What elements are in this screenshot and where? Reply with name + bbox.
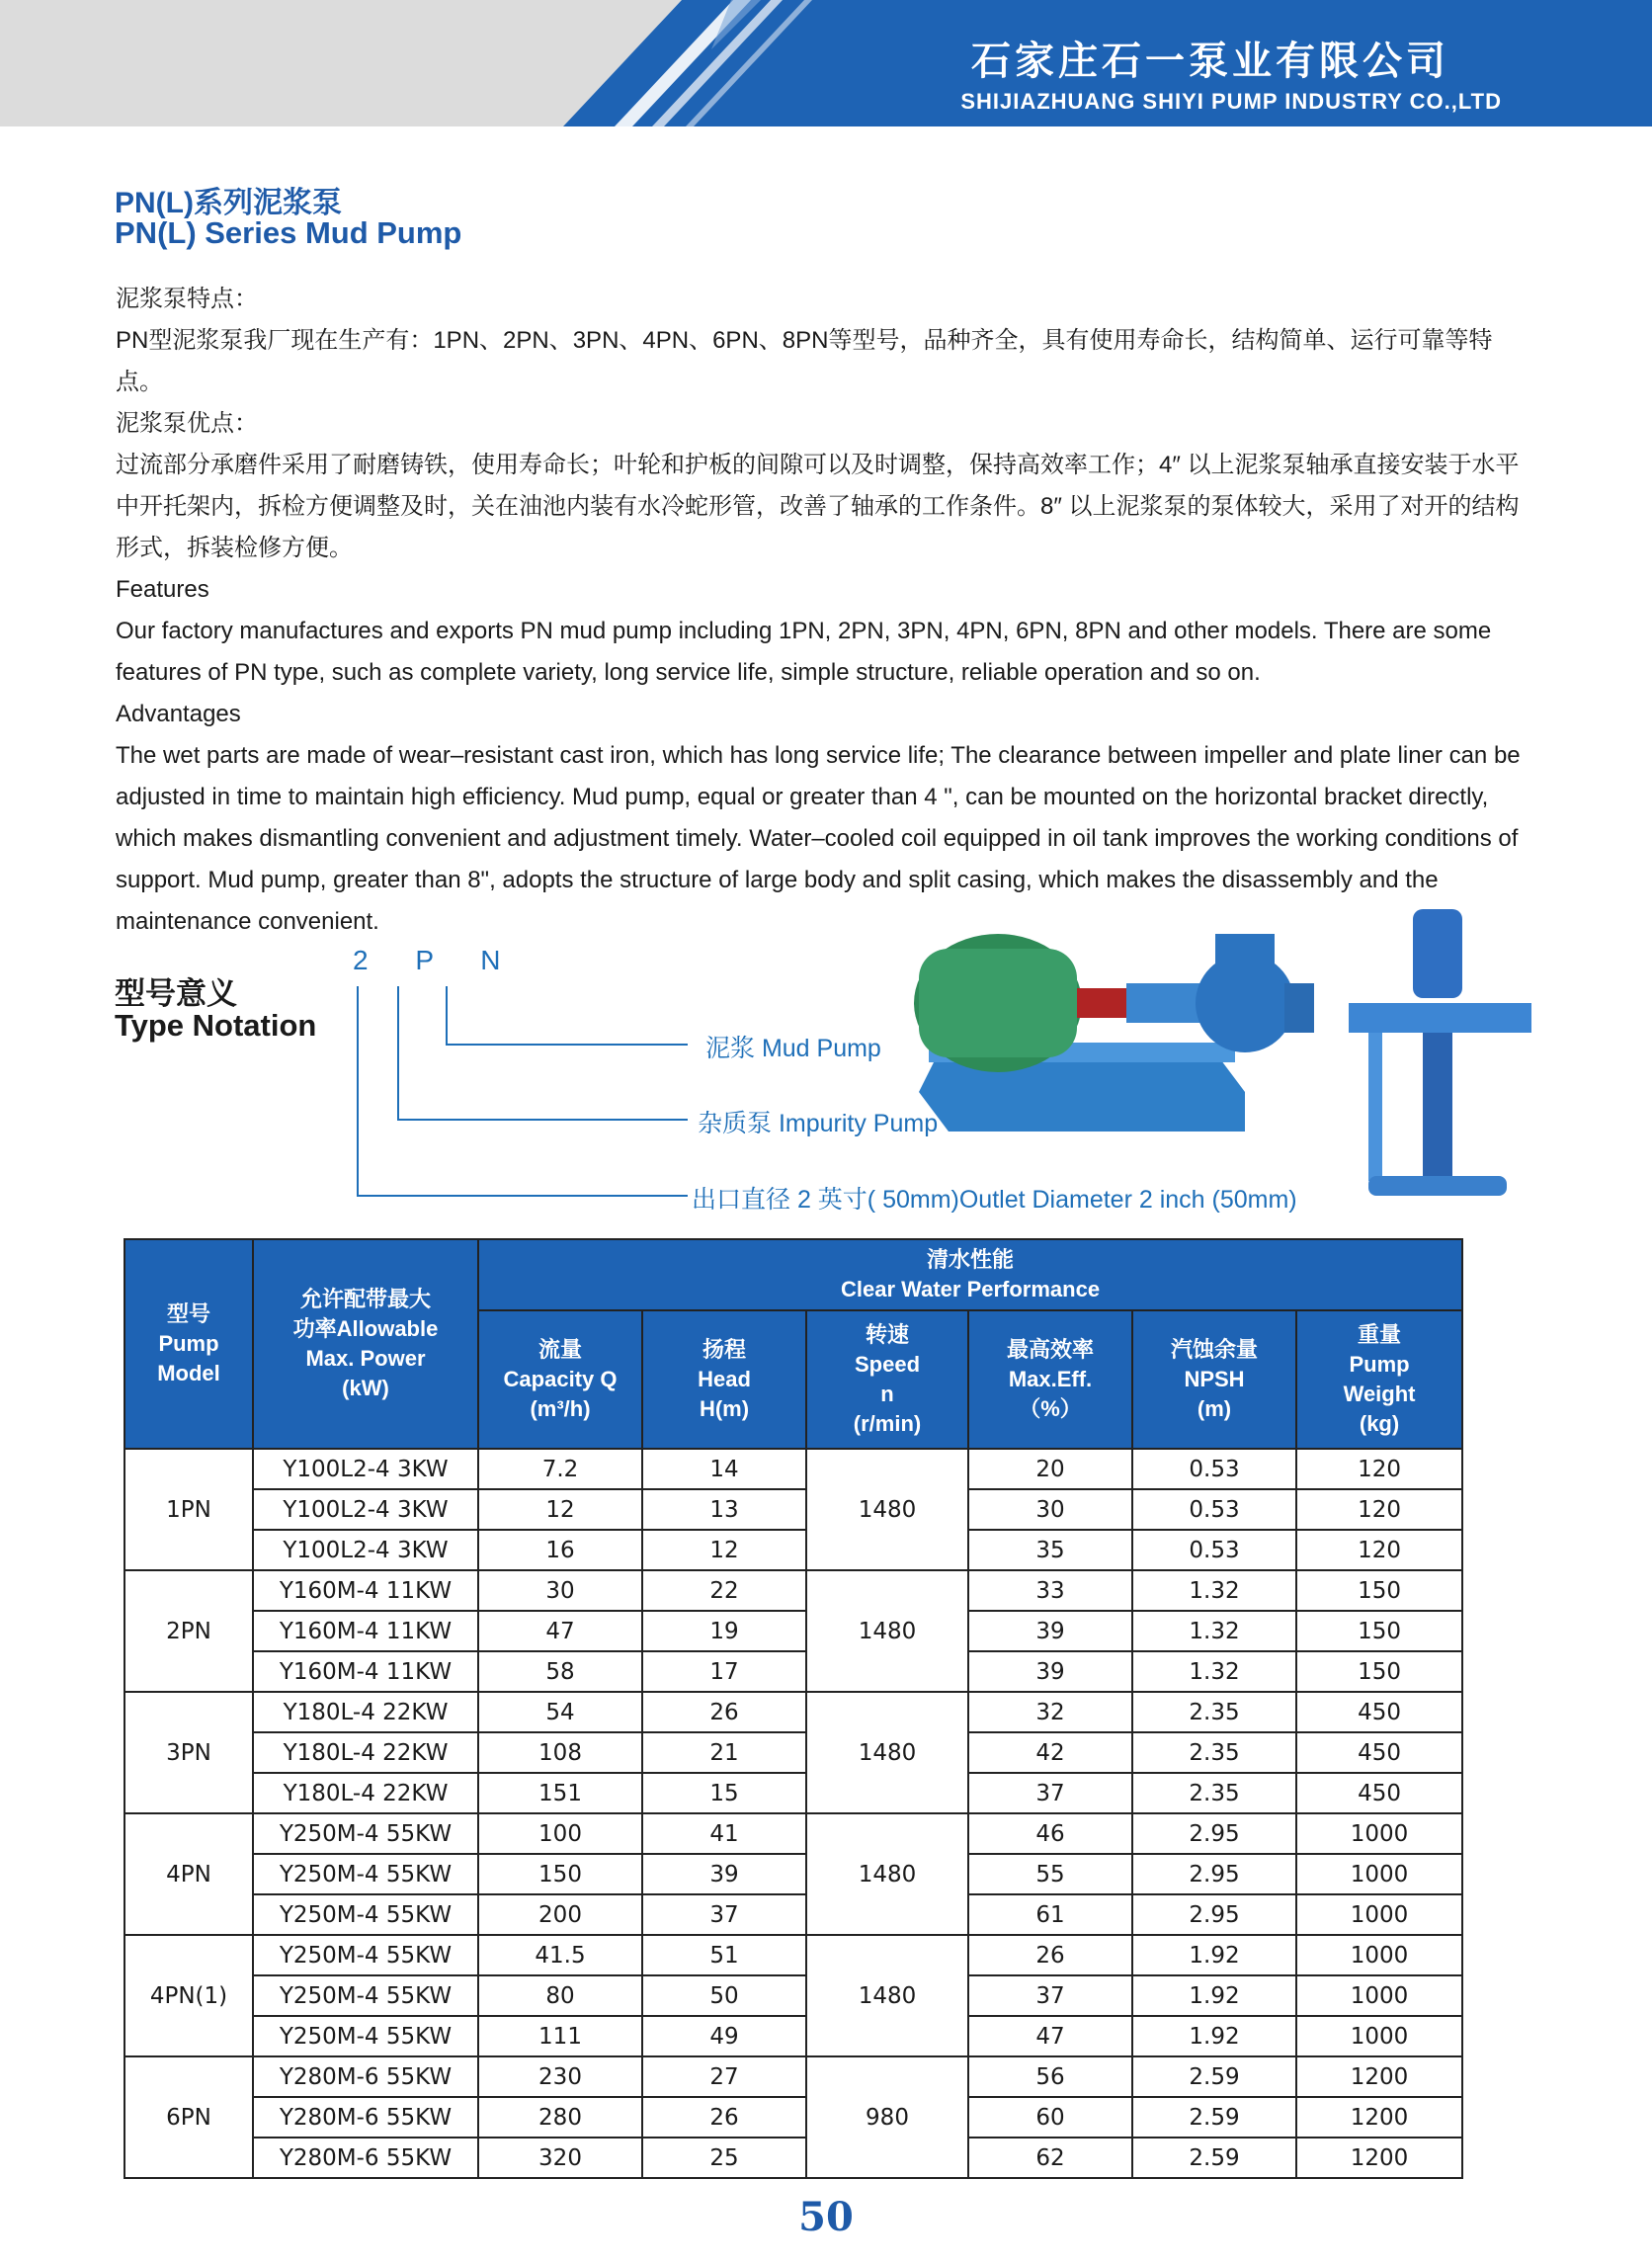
table-row <box>124 2056 1462 2097</box>
cell-capacity: 30 <box>478 1570 642 1611</box>
cell-efficiency: 47 <box>968 2016 1132 2056</box>
cell-speed: 1480 <box>806 1570 968 1692</box>
company-name-cn: 石家庄石一泵业有限公司 <box>971 38 1449 84</box>
notation-label-mud-pump: 泥浆 Mud Pump <box>705 1035 881 1062</box>
type-notation-title-en: Type Notation <box>115 1008 317 1043</box>
cell-weight: 1000 <box>1296 1975 1462 2016</box>
cell-weight: 150 <box>1296 1570 1462 1611</box>
cell-weight: 450 <box>1296 1773 1462 1813</box>
cell-capacity: 200 <box>478 1894 642 1935</box>
type-notation-code: 2 P N <box>353 945 521 975</box>
cell-efficiency: 39 <box>968 1611 1132 1651</box>
table-row <box>124 1975 1462 2016</box>
cell-power: Y100L2-4 3KW <box>253 1489 478 1530</box>
cell-weight: 120 <box>1296 1530 1462 1570</box>
table-row <box>124 2138 1462 2178</box>
table-row <box>124 1611 1462 1651</box>
table-row <box>124 1449 1462 1489</box>
cell-power: Y180L-4 22KW <box>253 1692 478 1732</box>
cell-head: 49 <box>642 2016 806 2056</box>
cell-capacity: 54 <box>478 1692 642 1732</box>
cell-npsh: 1.32 <box>1132 1570 1296 1611</box>
advantages-heading-cn: 泥浆泵优点： <box>116 410 258 437</box>
cell-weight: 120 <box>1296 1489 1462 1530</box>
cell-npsh: 0.53 <box>1132 1489 1296 1530</box>
cell-efficiency: 55 <box>968 1854 1132 1894</box>
cell-npsh: 2.95 <box>1132 1894 1296 1935</box>
cell-power: Y250M-4 55KW <box>253 2016 478 2056</box>
table-row <box>124 1894 1462 1935</box>
cell-weight: 150 <box>1296 1651 1462 1692</box>
col-header-capacity: 流量 Capacity Q (m³/h) <box>478 1310 642 1449</box>
cell-power: Y250M-4 55KW <box>253 1894 478 1935</box>
advantages-heading-en: Advantages <box>116 701 241 727</box>
cell-npsh: 2.95 <box>1132 1813 1296 1854</box>
company-name-en: SHIJIAZHUANG SHIYI PUMP INDUSTRY CO.,LTD <box>960 89 1502 114</box>
cell-efficiency: 35 <box>968 1530 1132 1570</box>
cell-head: 22 <box>642 1570 806 1611</box>
features-text-cn: PN型泥浆泵我厂现在生产有：1PN、2PN、3PN、4PN、6PN、8PN等型号，品种齐全，具有使用寿命长，结构简单、运行可靠等特点。 <box>116 327 1493 395</box>
cell-capacity: 80 <box>478 1975 642 2016</box>
cell-head: 21 <box>642 1732 806 1773</box>
cell-capacity: 108 <box>478 1732 642 1773</box>
cell-efficiency: 46 <box>968 1813 1132 1854</box>
cell-capacity: 100 <box>478 1813 642 1854</box>
cell-capacity: 151 <box>478 1773 642 1813</box>
cell-npsh: 1.92 <box>1132 1975 1296 2016</box>
page-number: 50 <box>798 2194 854 2240</box>
cell-head: 14 <box>642 1449 806 1489</box>
cell-speed: 980 <box>806 2056 968 2178</box>
cell-efficiency: 61 <box>968 1894 1132 1935</box>
col-header-npsh: 汽蚀余量 NPSH (m) <box>1132 1310 1296 1449</box>
cell-power: Y280M-6 55KW <box>253 2097 478 2138</box>
cell-head: 19 <box>642 1611 806 1651</box>
page-title-en: PN(L) Series Mud Pump <box>115 215 462 250</box>
cell-npsh: 0.53 <box>1132 1530 1296 1570</box>
table-row <box>124 1813 1462 1854</box>
cell-npsh: 2.59 <box>1132 2097 1296 2138</box>
cell-efficiency: 62 <box>968 2138 1132 2178</box>
table-row <box>124 1489 1462 1530</box>
cell-model: 4PN(1) <box>124 1935 253 2056</box>
table-row <box>124 1773 1462 1813</box>
cell-capacity: 230 <box>478 2056 642 2097</box>
cell-efficiency: 33 <box>968 1570 1132 1611</box>
type-notation-title-cn: 型号意义 <box>115 976 237 1011</box>
cell-speed: 1480 <box>806 1449 968 1570</box>
cell-capacity: 320 <box>478 2138 642 2178</box>
cell-weight: 1000 <box>1296 1935 1462 1975</box>
cell-efficiency: 20 <box>968 1449 1132 1489</box>
cell-weight: 1000 <box>1296 1894 1462 1935</box>
cell-weight: 1200 <box>1296 2056 1462 2097</box>
cell-power: Y100L2-4 3KW <box>253 1530 478 1570</box>
table-row <box>124 2097 1462 2138</box>
cell-capacity: 280 <box>478 2097 642 2138</box>
cell-capacity: 16 <box>478 1530 642 1570</box>
table-row <box>124 1692 1462 1732</box>
cell-npsh: 2.35 <box>1132 1773 1296 1813</box>
cell-head: 25 <box>642 2138 806 2178</box>
cell-npsh: 1.32 <box>1132 1651 1296 1692</box>
cell-efficiency: 37 <box>968 1975 1132 2016</box>
cell-head: 51 <box>642 1935 806 1975</box>
cell-speed: 1480 <box>806 1935 968 2056</box>
cell-weight: 450 <box>1296 1692 1462 1732</box>
cell-capacity: 150 <box>478 1854 642 1894</box>
cell-efficiency: 42 <box>968 1732 1132 1773</box>
features-heading-cn: 泥浆泵特点： <box>116 286 258 312</box>
cell-power: Y250M-4 55KW <box>253 1935 478 1975</box>
cell-efficiency: 26 <box>968 1935 1132 1975</box>
col-header-weight: 重量 Pump Weight (kg) <box>1296 1310 1462 1449</box>
cell-head: 41 <box>642 1813 806 1854</box>
cell-npsh: 2.59 <box>1132 2056 1296 2097</box>
col-header-efficiency: 最高效率 Max.Eff. （%） <box>968 1310 1132 1449</box>
cell-weight: 1200 <box>1296 2138 1462 2178</box>
cell-efficiency: 56 <box>968 2056 1132 2097</box>
cell-npsh: 2.35 <box>1132 1732 1296 1773</box>
table-row <box>124 1651 1462 1692</box>
cell-npsh: 2.35 <box>1132 1692 1296 1732</box>
cell-power: Y250M-4 55KW <box>253 1975 478 2016</box>
table-row <box>124 1935 1462 1975</box>
cell-weight: 1000 <box>1296 1854 1462 1894</box>
cell-power: Y160M-4 11KW <box>253 1570 478 1611</box>
notation-label-outlet-diameter: 出口直径 2 英寸( 50mm)Outlet Diameter 2 inch (50mm) <box>692 1186 1297 1214</box>
cell-speed: 1480 <box>806 1692 968 1813</box>
cell-efficiency: 32 <box>968 1692 1132 1732</box>
cell-npsh: 1.92 <box>1132 1935 1296 1975</box>
advantages-text-cn: 过流部分承磨件采用了耐磨铸铁，使用寿命长；叶轮和护板的间隙可以及时调整，保持高效率工作；4″ 以上泥浆泵轴承直接安装于水平中开托架内，拆检方便调整及时，关在油池内装有水冷蛇形管，改善了轴承的工作条件。8″ 以上泥浆泵的泵体较大，采用了对开的结构形式，拆装检修方便。 <box>116 452 1520 561</box>
col-header-head: 扬程 Head H(m) <box>642 1310 806 1449</box>
page-title-cn: PN(L)系列泥浆泵 <box>115 187 342 219</box>
cell-efficiency: 39 <box>968 1651 1132 1692</box>
table-row <box>124 2016 1462 2056</box>
cell-weight: 120 <box>1296 1449 1462 1489</box>
cell-efficiency: 30 <box>968 1489 1132 1530</box>
cell-power: Y160M-4 11KW <box>253 1651 478 1692</box>
cell-efficiency: 37 <box>968 1773 1132 1813</box>
cell-power: Y250M-4 55KW <box>253 1813 478 1854</box>
cell-head: 26 <box>642 1692 806 1732</box>
cell-power: Y250M-4 55KW <box>253 1854 478 1894</box>
spec-table <box>124 1238 1463 2179</box>
cell-head: 50 <box>642 1975 806 2016</box>
cell-head: 13 <box>642 1489 806 1530</box>
cell-power: Y180L-4 22KW <box>253 1773 478 1813</box>
cell-weight: 1000 <box>1296 1813 1462 1854</box>
col-header-model: 型号 Pump Model <box>124 1239 253 1449</box>
cell-model: 6PN <box>124 2056 253 2178</box>
cell-npsh: 0.53 <box>1132 1449 1296 1489</box>
horizontal-pump-image <box>889 894 1324 1151</box>
cell-npsh: 2.95 <box>1132 1854 1296 1894</box>
cell-weight: 150 <box>1296 1611 1462 1651</box>
cell-power: Y100L2-4 3KW <box>253 1449 478 1489</box>
cell-model: 4PN <box>124 1813 253 1935</box>
advantages-text-en: The wet parts are made of wear–resistant cast iron, which has long service life; The clearance between impeller and plate liner can be adjusted in time to maintain high efficiency. Mud pump, equal or greater than 4 ", can be mounted on the horizontal bracket directly, which makes dismantling convenient and adjustment timely. Water–cooled coil equipped in oil tank improves the working conditions of support. Mud pump, greater than 8", adopts the structure of large body and split casing, which makes the disassembly and the maintenance convenient. <box>116 742 1521 935</box>
spec-table-body <box>124 1449 1462 2178</box>
col-header-power: 允许配带最大 功率Allowable Max. Power (kW) <box>253 1239 478 1449</box>
cell-npsh: 1.92 <box>1132 2016 1296 2056</box>
cell-power: Y280M-6 55KW <box>253 2138 478 2178</box>
cell-head: 12 <box>642 1530 806 1570</box>
cell-head: 15 <box>642 1773 806 1813</box>
cell-model: 2PN <box>124 1570 253 1692</box>
cell-head: 26 <box>642 2097 806 2138</box>
cell-model: 1PN <box>124 1449 253 1570</box>
cell-head: 17 <box>642 1651 806 1692</box>
cell-power: Y160M-4 11KW <box>253 1611 478 1651</box>
vertical-pump-image <box>1339 909 1536 1225</box>
cell-speed: 1480 <box>806 1813 968 1935</box>
cell-capacity: 58 <box>478 1651 642 1692</box>
cell-capacity: 41.5 <box>478 1935 642 1975</box>
table-row <box>124 1570 1462 1611</box>
cell-capacity: 47 <box>478 1611 642 1651</box>
cell-head: 27 <box>642 2056 806 2097</box>
features-text-en: Our factory manufactures and exports PN mud pump including 1PN, 2PN, 3PN, 4PN, 6PN, 8PN and other models. There are some features of PN type, such as complete variety, long service life, simple structure, reliable operation and so on. <box>116 618 1492 686</box>
cell-weight: 450 <box>1296 1732 1462 1773</box>
cell-power: Y280M-6 55KW <box>253 2056 478 2097</box>
notation-label-impurity-pump: 杂质泵 Impurity Pump <box>698 1110 939 1137</box>
cell-capacity: 7.2 <box>478 1449 642 1489</box>
table-row <box>124 1530 1462 1570</box>
cell-model: 3PN <box>124 1692 253 1813</box>
cell-head: 39 <box>642 1854 806 1894</box>
table-row <box>124 1732 1462 1773</box>
features-heading-en: Features <box>116 576 209 603</box>
col-header-speed: 转速 Speed n (r/min) <box>806 1310 968 1449</box>
cell-weight: 1000 <box>1296 2016 1462 2056</box>
cell-head: 37 <box>642 1894 806 1935</box>
cell-npsh: 1.32 <box>1132 1611 1296 1651</box>
cell-weight: 1200 <box>1296 2097 1462 2138</box>
col-header-performance: 清水性能 Clear Water Performance <box>478 1239 1462 1310</box>
cell-capacity: 111 <box>478 2016 642 2056</box>
cell-power: Y180L-4 22KW <box>253 1732 478 1773</box>
table-row <box>124 1854 1462 1894</box>
cell-capacity: 12 <box>478 1489 642 1530</box>
cell-efficiency: 60 <box>968 2097 1132 2138</box>
cell-npsh: 2.59 <box>1132 2138 1296 2178</box>
